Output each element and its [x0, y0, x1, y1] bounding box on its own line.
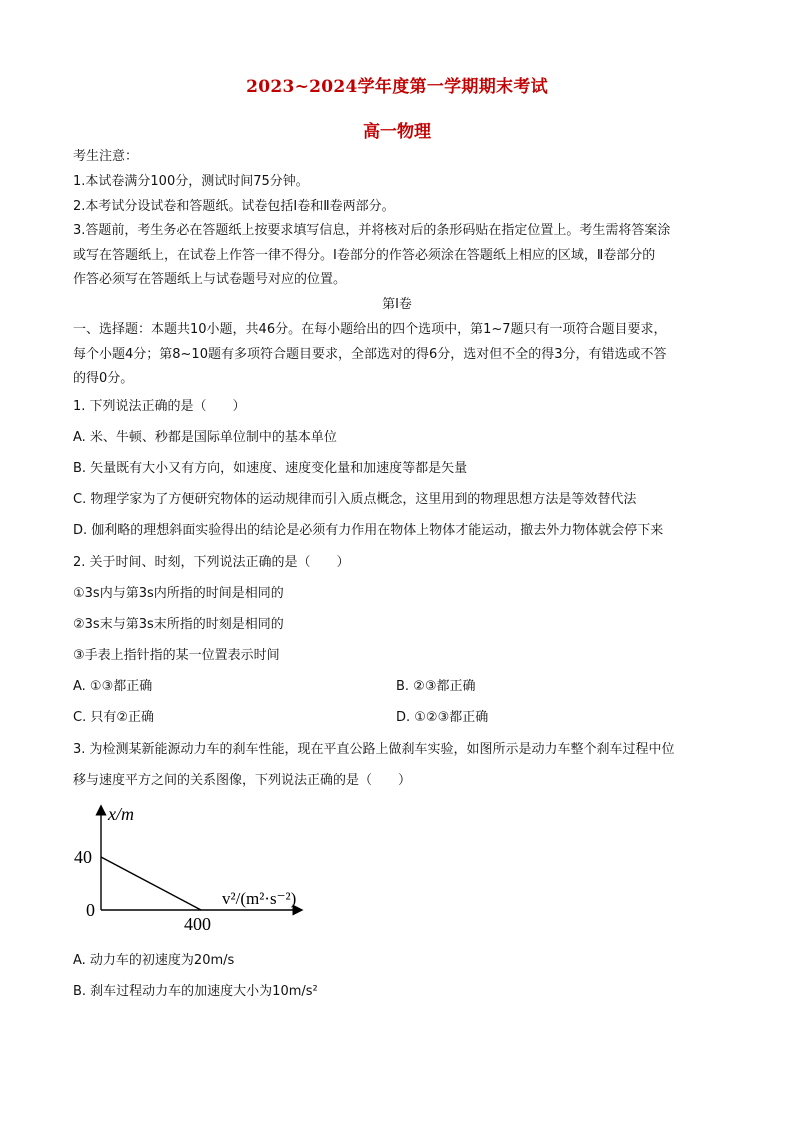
question-2-stem: 2. 关于时间、时刻，下列说法正确的是（ ） — [73, 555, 350, 570]
section-instructions-line-3: 的得0分。 — [73, 371, 134, 386]
question-3-option-b: B. 刹车过程动力车的加速度大小为10m/s² — [73, 984, 318, 999]
question-2-statement-2: ②3s末与第3s末所指的时刻是相同的 — [73, 617, 284, 632]
question-2-statement-3: ③手表上指针指的某一位置表示时间 — [73, 648, 280, 663]
question-1-option-c: C. 物理学家为了方便研究物体的运动规律而引入质点概念，这里用到的物理思想方法是等效替代法 — [73, 492, 637, 507]
question-3-stem-line-1: 3. 为检测某新能源动力车的刹车性能，现在平直公路上做刹车实验，如图所示是动力车整个刹车过程中位 — [73, 742, 675, 757]
question-2-option-a: A. ①③都正确 — [73, 679, 153, 694]
notice-item-3-line-2: 或写在答题纸上，在试卷上作答一律不得分。Ⅰ卷部分的作答必须涂在答题纸上相应的区域，Ⅱ卷部分的 — [73, 248, 656, 263]
notice-item-2: 2.本考试分设试卷和答题纸。试卷包括Ⅰ卷和Ⅱ卷两部分。 — [73, 199, 395, 214]
question-3-option-a: A. 动力车的初速度为20m/s — [73, 953, 235, 968]
question-2-statement-1: ①3s内与第3s内所指的时间是相同的 — [73, 586, 284, 601]
exam-subject: 高一物理 — [363, 122, 431, 142]
displacement-velocity-graph — [70, 804, 320, 938]
question-1-option-b: B. 矢量既有大小又有方向，如速度、速度变化量和加速度等都是矢量 — [73, 461, 468, 476]
notice-item-3-line-1: 3.答题前，考生务必在答题纸上按要求填写信息，并将核对后的条形码贴在指定位置上。考生需将答案涂 — [73, 223, 671, 238]
y-intercept-label: 40 — [74, 847, 92, 867]
x-axis-label: v²/(m²·s⁻²) — [222, 889, 297, 908]
section-instructions-line-2: 每个小题4分；第8~10题有多项符合题目要求，全部选对的得6分，选对但不全的得3分，有错选或不答 — [73, 347, 667, 362]
section-instructions-line-1: 一、选择题：本题共10小题，共46分。在每小题给出的四个选项中，第1~7题只有一项符合题目要求， — [73, 322, 667, 337]
data-line — [101, 857, 201, 910]
question-2-option-d: D. ①②③都正确 — [396, 710, 489, 725]
notice-item-1: 1.本试卷满分100分，测试时间75分钟。 — [73, 174, 309, 189]
exam-title: 2023~2024学年度第一学期期末考试 — [246, 77, 548, 97]
question-3-stem-line-2: 移与速度平方之间的关系图像，下列说法正确的是（ ） — [73, 773, 412, 788]
section-heading: 第Ⅰ卷 — [382, 297, 412, 312]
question-1-stem: 1. 下列说法正确的是（ ） — [73, 399, 246, 414]
origin-label: 0 — [86, 900, 95, 920]
question-2-option-b: B. ②③都正确 — [396, 679, 476, 694]
notice-heading: 考生注意： — [73, 149, 139, 164]
question-1-option-d: D. 伽利略的理想斜面实验得出的结论是必须有力作用在物体上物体才能运动，撤去外力物体就会停下来 — [73, 523, 664, 538]
y-axis-label: x/m — [108, 804, 134, 824]
question-2-option-c: C. 只有②正确 — [73, 710, 154, 725]
notice-item-3-line-3: 作答必须写在答题纸上与试卷题号对应的位置。 — [73, 272, 347, 287]
x-intercept-label: 400 — [184, 914, 211, 934]
question-1-option-a: A. 米、牛顿、秒都是国际单位制中的基本单位 — [73, 430, 337, 445]
